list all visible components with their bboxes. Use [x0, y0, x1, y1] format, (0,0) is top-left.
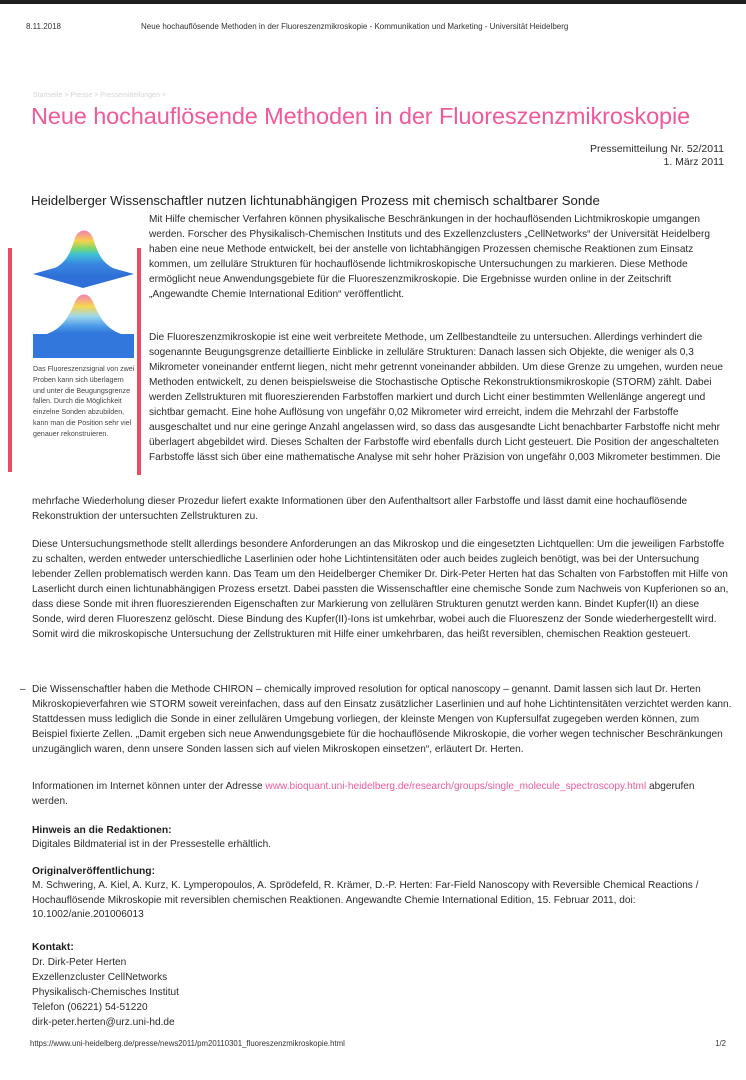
article-subtitle: Heidelberger Wissenschaftler nutzen lichtunabhängigen Prozess mit chemisch schaltbarer Sonde [31, 193, 600, 208]
print-page-title: Neue hochauflösende Methoden in der Fluoreszenzmikroskopie - Kommunikation und Marketing - Universität Heidelberg [141, 22, 569, 31]
scan-top-edge [0, 0, 746, 4]
paragraph-fluorescence: Die Fluoreszenzmikroskopie ist eine weit verbreitete Methode, um Zellbestandteile zu untersuchen. Allerdings verhindert die sogenannte Beugungsgrenze detaillierte Einblicke in zelluläre Strukturen: Danach lassen sich Objekte, die weniger als 0,3 Mikrometer voneinander entfernt liegen, nicht mehr getrennt voneinander abbilden. Um diese Grenze zu umgehen, wurden neue Methoden entwickelt, zu denen beispielsweise die Stochastische Optische Rekonstruktionsmikroskopie (STORM) zählt. Dabei werden Zellstrukturen mit fluoreszierenden Farbstoffen markiert und durch Licht einer bestimmten Wellenlänge angeregt und sichtbar gemacht. Eine hohe Auflösung von ungefähr 0,02 Mikrometer wird erreicht, indem die Mehrzahl der Farbstoffe ausgeschaltet und nur eine geringe Anzahl angelassen wird, so dass das ausgesandte Licht benachbarter Farbstoffe nicht mehr überlagert abgebildet wird. Dieses Schalten der Farbstoffe wird ebenfalls durch Licht gesteuert. Die Position der angeschalteten Farbstoffe lässt sich über eine mathematische Analyse mit sehr hoher Präzision von ungefähr 0,003 Mikrometer bestimmen. Die [149, 332, 724, 463]
press-release-meta [590, 143, 724, 169]
fluorescence-figure[interactable] [33, 228, 133, 360]
page-title: Neue hochauflösende Methoden in der Fluoreszenzmikroskopie [31, 103, 691, 129]
paragraph-intro: Mit Hilfe chemischer Verfahren können physikalische Beschränkungen in der hochauflösenden Lichtmikroskopie umgangen werden. Forscher des Physikalisch-Chemischen Instituts und des Exzellenzclusters „CellNetworks“ der Universität Heidelberg haben eine neue Methode entwickelt, bei der anstelle von lichtabhängigen Prozessen chemische Reaktionen zum Einsatz kommen, um zelluläre Strukturen für hochauflösende lichtmikroskopische Untersuchungen zu markieren. Diese Methode ermöglicht neue Anwendungsgebiete für die Fluoreszenzmikroskopie. Die Ergebnisse wurden online in der Zeitschrift „Angewandte Chemie International Edition“ veröffentlicht. [149, 214, 710, 300]
breadcrumb[interactable]: Startseite > Presse > Pressemitteilungen > [33, 92, 166, 99]
figure-left-border [8, 248, 12, 472]
contact-org-cluster: Exzellenzcluster CellNetworks [32, 972, 168, 983]
paragraph-chiron [20, 682, 732, 757]
print-footer-url: https://www.uni-heidelberg.de/presse/news2011/pm20110301_fluoreszenzmikroskopie.html [30, 1039, 345, 1048]
internet-info-suffix: abgerufen werden. [32, 781, 695, 807]
original-publication-heading: Originalveröffentlichung: [32, 866, 155, 877]
contact-heading: Kontakt: [32, 942, 74, 953]
contact-section [32, 941, 732, 1030]
original-publication-text: M. Schwering, A. Kiel, A. Kurz, K. Lymperopoulos, A. Sprödefeld, R. Krämer, D.-P. Herten: Far-Field Nanoscopy with Reversible Chemical Reactions / Hochauflösende Mikroskopie mit reversiblen chemischen Reaktionen. Angewandte Chemie International Edition, 15. Februar 2011, doi: 10.1002/anie.201006013 [32, 880, 699, 920]
fluorescence-peaks-image [33, 228, 135, 360]
editor-note-text: Digitales Bildmaterial ist in der Pressestelle erhältlich. [32, 839, 271, 850]
contact-phone: Telefon (06221) 54-51220 [32, 1002, 148, 1013]
contact-name: Dr. Dirk-Peter Herten [32, 957, 127, 968]
contact-org-institute: Physikalisch-Chemisches Institut [32, 987, 179, 998]
page-counter: 1/2 [715, 1039, 726, 1048]
dash-marker: – [20, 684, 26, 695]
paragraph-fluorescence-continued: mehrfache Wiederholung dieser Prozedur liefert exakte Informationen über den Aufenthaltsort aller Farbstoffe und lässt damit eine hochauflösende Rekonstruktion der untersuchten Zellstrukturen zu. [32, 496, 688, 522]
bioquant-link[interactable]: www.bioquant.uni-heidelberg.de/research/groups/single_molecule_spectroscopy.html [265, 781, 647, 792]
contact-email-link[interactable]: dirk-peter.herten@urz.uni-hd.de [32, 1017, 175, 1028]
editor-note-heading: Hinweis an die Redaktionen: [32, 825, 172, 836]
paragraph-chiron-text: Die Wissenschaftler haben die Methode CHIRON – chemically improved resolution for optical nanoscopy – genannt. Damit lassen sich laut Dr. Herten Mikroskopieverfahren wie STORM soweit vereinfachen, dass auf den Einsatz zusätzlicher Laserlinien und auf hohe Lichtintensitäten verzichtet werden kann. Stattdessen muss lediglich die Sonde in einer zellulären Umgebung vorliegen, der kleinste Mengen von Kupfersulfat zugegeben werden können, zum Beispiel fixierte Zellen. „Damit ergeben sich neue Anwendungsgebiete für die hochauflösende Mikroskopie, die vorher wegen technischer Beschränkungen unzugänglich waren, denn unsere Sonden lassen sich auf vielen Mikroskopen einsetzen“, erläutert Dr. Herten. [32, 684, 732, 755]
figure-caption: Das Fluoreszenzsignal von zwei Proben kann sich überlagern und unter die Beugungsgrenze fallen. Durch die Möglichkeit einzelne Sonden abzubilden, kann man die Position sehr viel genauer rekonstruieren. [33, 365, 135, 438]
paragraph-internet-info [32, 779, 732, 809]
original-publication-section [32, 865, 732, 923]
print-date: 8.11.2018 [26, 22, 61, 31]
editor-note-section [32, 824, 732, 853]
internet-info-prefix: Informationen im Internet können unter der Adresse [32, 781, 266, 792]
press-release-number: Pressemitteilung Nr. 52/2011 [589, 143, 724, 155]
figure-right-border [137, 248, 141, 475]
paragraph-method-requirements: Diese Untersuchungsmethode stellt allerdings besondere Anforderungen an das Mikroskop und die eingesetzten Lichtquellen: Um die jeweiligen Farbstoffe zu schalten, werden entweder unterschiedliche Laserlinien oder hohe Lichtintensitäten oder auch beides zugleich benötigt, was bei der Untersuchung lebender Zellen problematisch werden kann. Das Team um den Heidelberger Chemiker Dr. Dirk-Peter Herten hat das Schalten von Farbstoffen mit Hilfe von Laserlicht durch einen lichtunabhängigen Prozess ersetzt. Dabei passten die Wissenschaftler eine chemische Sonde zum Nachweis von Kupferionen so an, dass diese Sonde mit ihren fluoreszierenden Eigenschaften zur Markierung von zellulären Strukturen genutzt werden kann. Bindet Kupfer(II) an diese Sonde, wird deren Fluoreszenz gelöscht. Diese Bindung des Kupfer(II)-Ions ist umkehrbar, wobei auch die Fluoreszenz der Sonde wiederhergestellt wird. Somit wird die mikroskopische Untersuchung der Zellstrukturen mit Hilfe einer umkehrbaren, das heißt reversiblen, chemischen Reaktion gesteuert. [32, 539, 729, 640]
press-release-date: 1. März 2011 [663, 156, 724, 168]
